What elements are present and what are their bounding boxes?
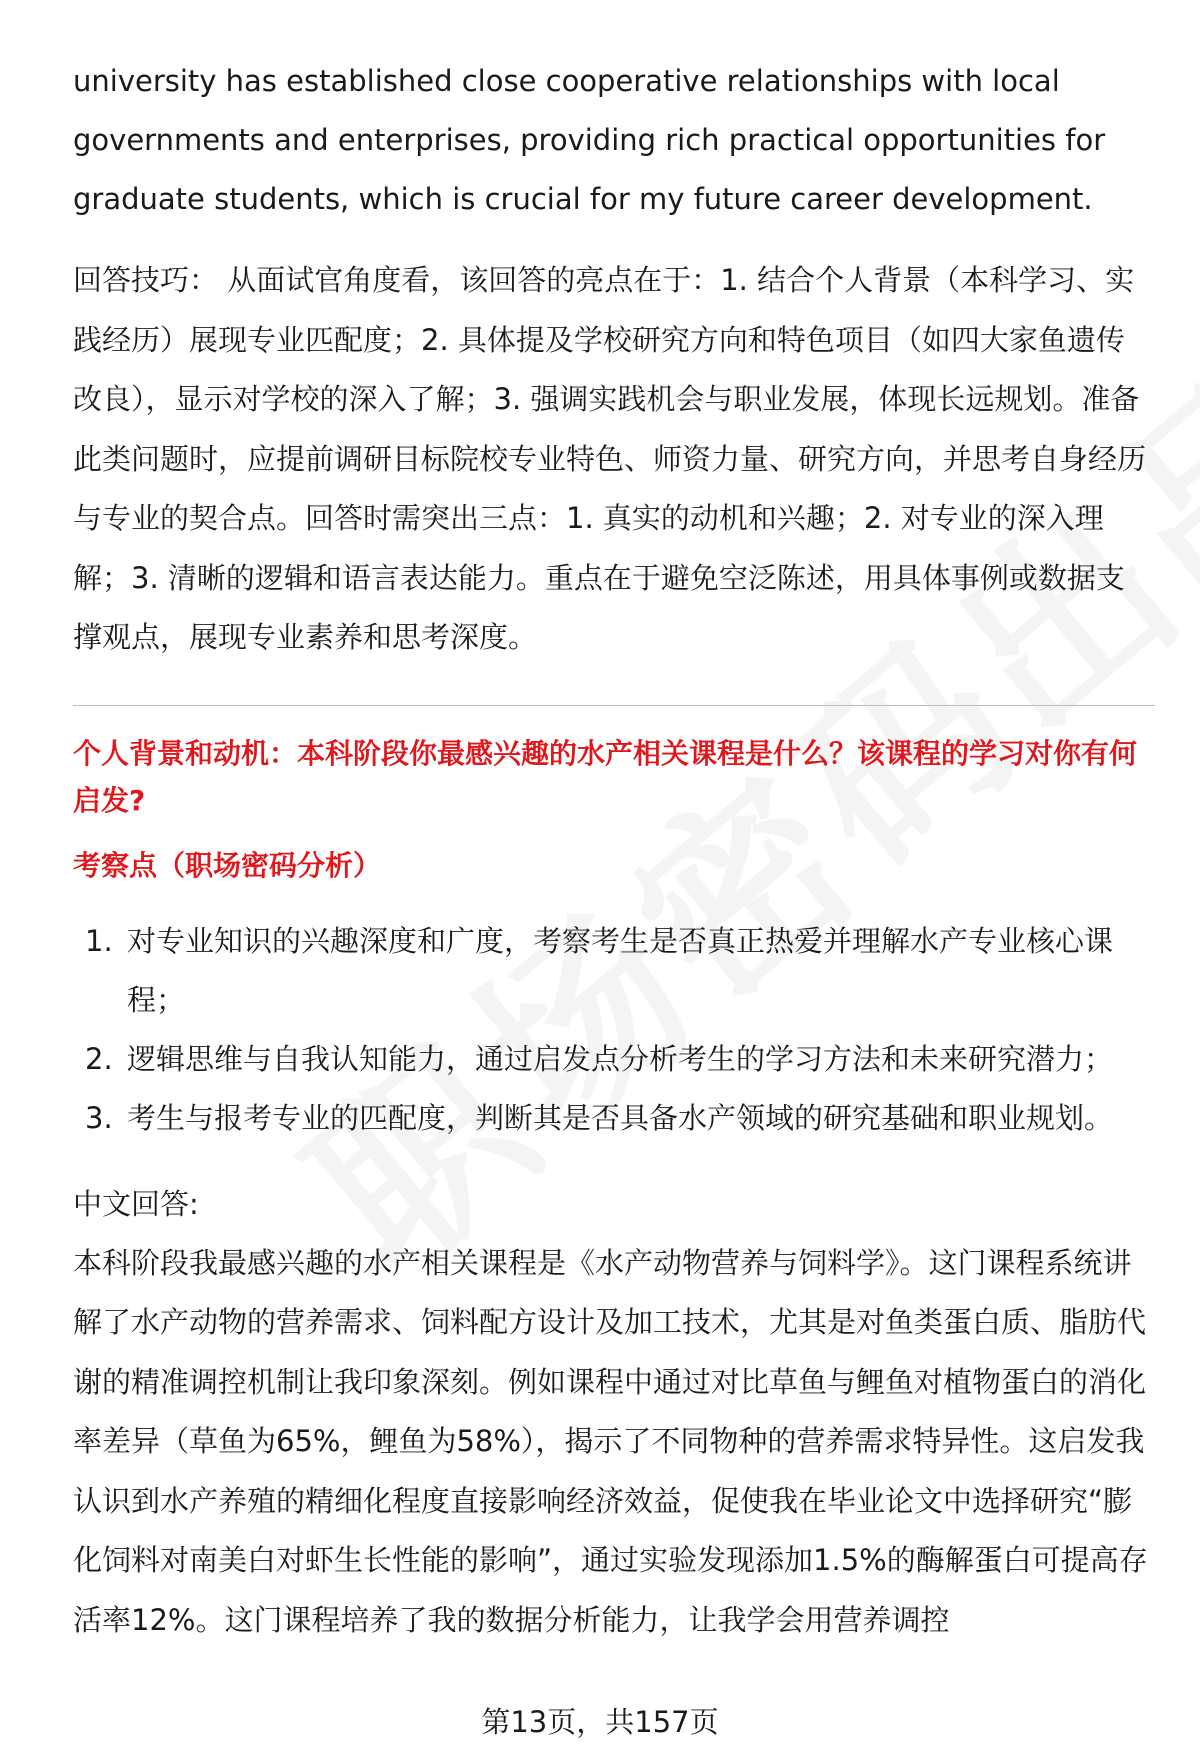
answer-tips-paragraph: 回答技巧： 从面试官角度看，该回答的亮点在于：1. 结合个人背景（本科学习、实践经历）展现专业匹配度；2. 具体提及学校研究方向和特色项目（如四大家鱼遗传改良），显示对学校的深入了解；3. 强调实践机会与职业发展，体现长远规划。准备此类问题时，应提前调研目标院校专业特色、师资力量、研究方向，并思考自身经历与专业的契合点。回答时需突出三点：1. 真实的动机和兴趣；2. 对专业的深入理解；3. 清晰的逻辑和语言表达能力。重点在于避免空泛陈述，用具体事例或数据支撑观点，展现专业素养和思考深度。 [73,263,1147,654]
assessment-points-list [73,912,1153,1148]
question-heading: 个人背景和动机：本科阶段你最感兴趣的水产相关课程是什么？该课程的学习对你有何启发? [73,736,1138,817]
list-item [73,1030,1153,1089]
answer-label: 中文回答: [73,1186,199,1221]
list-number: 1. [85,923,113,958]
section-divider [73,705,1155,706]
document-page [73,52,1153,1650]
list-item [73,1089,1153,1148]
list-item-text: 逻辑思维与自我认知能力，通过启发点分析考生的学习方法和未来研究潜力； [127,1041,1114,1076]
list-item [73,912,1153,1030]
list-number: 3. [85,1100,113,1135]
list-item-text: 考生与报考专业的匹配度，判断其是否具备水产领域的研究基础和职业规划。 [127,1100,1114,1135]
assessment-subheading: 考察点（职场密码分析） [73,848,382,882]
list-item-text: 对专业知识的兴趣深度和广度，考察考生是否真正热爱并理解水产专业核心课程； [127,923,1114,1017]
list-number: 2. [85,1041,113,1076]
answer-paragraph: 本科阶段我最感兴趣的水产相关课程是《水产动物营养与饲料学》。这门课程系统讲解了水产动物的营养需求、饲料配方设计及加工技术，尤其是对鱼类蛋白质、脂肪代谢的精准调控机制让我印象深刻。例如课程中通过对比草鱼与鲤鱼对植物蛋白的消化率差异（草鱼为65%，鲤鱼为58%），揭示了不同物种的营养需求特异性。这启发我认识到水产养殖的精细化程度直接影响经济效益，促使我在毕业论文中选择研究“膨化饲料对南美白对虾生长性能的影响”，通过实验发现添加1.5%的酶解蛋白可提高存活率12%。这门课程培养了我的数据分析能力，让我学会用营养调控 [73,1245,1148,1637]
page-number-footer: 第13页，共157页 [481,1705,719,1739]
intro-english-paragraph: university has established close cooperative relationships with local governments and enterprises, providing rich practical opportunities for graduate students, which is crucial for my future career development. [73,64,1106,216]
